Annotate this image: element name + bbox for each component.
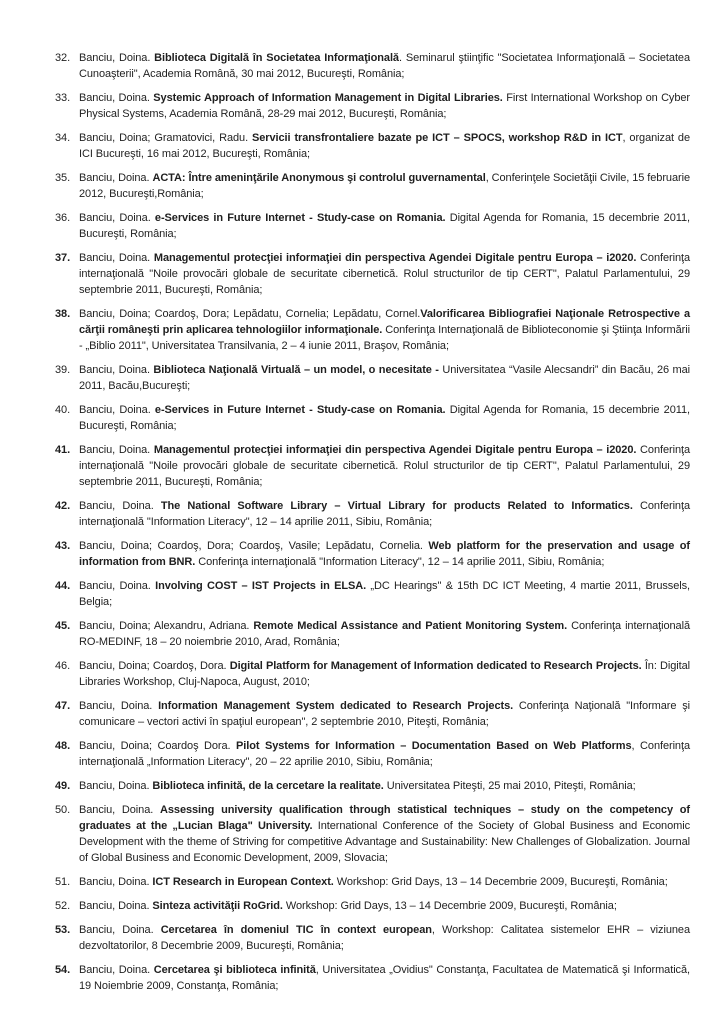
reference-item <box>55 306 690 354</box>
reference-item <box>55 50 690 82</box>
reference-number: 48. <box>55 740 71 752</box>
reference-number: 36. <box>55 212 71 224</box>
reference-text: Banciu, Doina. ACTA: Între ameninţările Anonymous şi controlul guvernamental, Conferinţele Societăţii Civile, 15 februarie 2012, Bucureşti,România; <box>79 172 690 200</box>
reference-item <box>55 898 690 914</box>
reference-text: Banciu, Doina. e-Services in Future Internet - Study-case on Romania. Digital Agenda for Romania, 15 decembrie 2011, Bucureşti, România; <box>79 212 690 240</box>
reference-item <box>55 498 690 530</box>
reference-item <box>55 922 690 954</box>
reference-item <box>55 170 690 202</box>
reference-number: 54. <box>55 964 71 976</box>
reference-item <box>55 130 690 162</box>
reference-number: 50. <box>55 804 71 816</box>
reference-text: Banciu, Doina; Coardoş Dora. Pilot Systems for Information – Documentation Based on Web Platforms, Conferinţa internaţională „Information Literacy", 20 – 22 aprilie 2010, Sibiu, România; <box>79 740 690 768</box>
reference-text: Banciu, Doina. Information Management System dedicated to Research Projects. Conferinţa Naţională "Informare şi comunicare – vectori activi în spaţiul european", 2 septembrie 2010, Piteşti, România; <box>79 700 690 728</box>
reference-item <box>55 738 690 770</box>
reference-text: Banciu, Doina; Alexandru, Adriana. Remote Medical Assistance and Patient Monitoring System. Conferinţa internaţională RO-MEDINF, 18 – 20 noiembrie 2010, Arad, România; <box>79 620 690 648</box>
reference-number: 39. <box>55 364 71 376</box>
reference-number: 35. <box>55 172 71 184</box>
reference-item <box>55 802 690 866</box>
reference-text: Banciu, Doina. Involving COST – IST Projects in ELSA. „DC Hearings" & 15th DC ICT Meeting, 4 martie 2011, Brussels, Belgia; <box>79 580 690 608</box>
reference-item <box>55 962 690 994</box>
reference-number: 47. <box>55 700 71 712</box>
reference-text: Banciu, Doina; Coardoş, Dora. Digital Platform for Management of Information dedicated to Research Projects. În: Digital Libraries Workshop, Cluj-Napoca, August, 2010; <box>79 660 690 688</box>
reference-number: 53. <box>55 924 71 936</box>
reference-item <box>55 874 690 890</box>
reference-number: 40. <box>55 404 71 416</box>
reference-item <box>55 362 690 394</box>
reference-item <box>55 658 690 690</box>
reference-text: Banciu, Doina. Systemic Approach of Information Management in Digital Libraries. First International Workshop on Cyber Physical Systems, Academia Română, 28-29 mai 2012, Bucureşti, România; <box>79 92 691 120</box>
reference-number: 37. <box>55 252 71 264</box>
reference-text: Banciu, Doina. ICT Research in European Context. Workshop: Grid Days, 13 – 14 Decembrie 2009, Bucureşti, România; <box>79 876 668 888</box>
reference-number: 46. <box>55 660 71 672</box>
reference-number: 49. <box>55 780 71 792</box>
reference-text: Banciu, Doina. Biblioteca infinită, de la cercetare la realitate. Universitatea Piteşti, 25 mai 2010, Piteşti, România; <box>79 780 636 792</box>
reference-text: Banciu, Doina. Cercetarea în domeniul TIC în context european, Workshop: Calitatea sistemelor EHR – viziunea dezvoltatorilor, 8 Decembrie 2009, Bucureşti, România; <box>79 924 690 952</box>
reference-item <box>55 442 690 490</box>
reference-number: 41. <box>55 444 71 456</box>
reference-number: 32. <box>55 52 71 64</box>
reference-item <box>55 538 690 570</box>
reference-number: 44. <box>55 580 71 592</box>
reference-text: Banciu, Doina. Biblioteca Digitală în Societatea Informaţională. Seminarul ştiinţific "Societatea Informaţională – Societatea Cunoaşterii", Academia Română, 30 mai 2012, Bucureşti, România; <box>79 52 690 80</box>
reference-number: 52. <box>55 900 71 912</box>
reference-item <box>55 250 690 298</box>
reference-text: Banciu, Doina; Gramatovici, Radu. Servicii transfrontaliere bazate pe ICT – SPOCS, workshop R&D in ICT, organizat de ICI Bucureşti, 16 mai 2012, Bucureşti, România; <box>79 132 690 160</box>
reference-text: Banciu, Doina. e-Services in Future Internet - Study-case on Romania. Digital Agenda for Romania, 15 decembrie 2011, Bucureşti, România; <box>79 404 690 432</box>
reference-text: Banciu, Doina. Biblioteca Naţională Virtuală – un model, o necesitate - Universitatea “Vasile Alecsandri” din Bacău, 26 mai 2011, Bacău,Bucureşti; <box>79 364 690 392</box>
reference-number: 51. <box>55 876 71 888</box>
reference-item <box>55 778 690 794</box>
reference-number: 38. <box>55 308 71 320</box>
reference-text: Banciu, Doina; Coardoş, Dora; Coardoş, Vasile; Lepădatu, Cornelia. Web platform for the preservation and usage of information from BNR. Conferinţa internaţională "Information Literacy", 12 – 14 aprilie 2011, Sibiu, România; <box>79 540 690 568</box>
reference-item <box>55 210 690 242</box>
reference-number: 45. <box>55 620 71 632</box>
reference-text: Banciu, Doina; Coardoş, Dora; Lepădatu, Cornelia; Lepădatu, Cornel.Valorificarea Bibliografiei Naţionale Retrospective a cărţii româneşti prin aplicarea tehnologiilor informaţionale. Conferinţa Internaţională de Biblioteconomie şi Ştiinţa Informării - „Biblio 2011", Universitatea Transilvania, 2 – 4 iunie 2011, Braşov, România; <box>79 308 690 352</box>
reference-text: Banciu, Doina. Sinteza activităţii RoGrid. Workshop: Grid Days, 13 – 14 Decembrie 2009, Bucureşti, România; <box>79 900 617 912</box>
reference-item <box>55 90 690 122</box>
reference-text: Banciu, Doina. Managementul protecţiei informaţiei din perspectiva Agendei Digitale pentru Europa – i2020. Conferinţa internaţională "Noile provocări globale de securitate cibernetică. Rolul structurilor de tip CERT", Palatul Parlamentului, 29 septembrie 2011, Bucureşti, România; <box>79 252 690 296</box>
reference-text: Banciu, Doina. Cercetarea şi biblioteca infinită, Universitatea „Ovidius" Constanţa, Facultatea de Matematică şi Informatică, 19 Noiembrie 2009, Constanţa, România; <box>79 964 690 992</box>
reference-text: Banciu, Doina. The National Software Library – Virtual Library for products Related to Informatics. Conferinţa internaţională "Information Literacy", 12 – 14 aprilie 2011, Sibiu, România; <box>79 500 690 528</box>
reference-text: Banciu, Doina. Managementul protecţiei informaţiei din perspectiva Agendei Digitale pentru Europa – i2020. Conferinţa internaţională "Noile provocări globale de securitate cibernetică. Rolul structurilor de tip CERT", Palatul Parlamentului, 29 septembrie 2011, Bucureşti, România; <box>79 444 690 488</box>
reference-item <box>55 698 690 730</box>
reference-item <box>55 578 690 610</box>
reference-item <box>55 402 690 434</box>
reference-number: 34. <box>55 132 71 144</box>
reference-number: 33. <box>55 92 71 104</box>
reference-text: Banciu, Doina. Assessing university qualification through statistical techniques – study on the competency of graduates at the „Lucian Blaga" University. International Conference of the Society of Global Business and Economic Development with the theme of Striving for competitive Advantage and Sustainability: New Challenges of Globalization. Journal of Global Business and Economic Development, 2009, Slovacia; <box>79 804 690 864</box>
reference-number: 42. <box>55 500 71 512</box>
reference-number: 43. <box>55 540 71 552</box>
reference-item <box>55 618 690 650</box>
